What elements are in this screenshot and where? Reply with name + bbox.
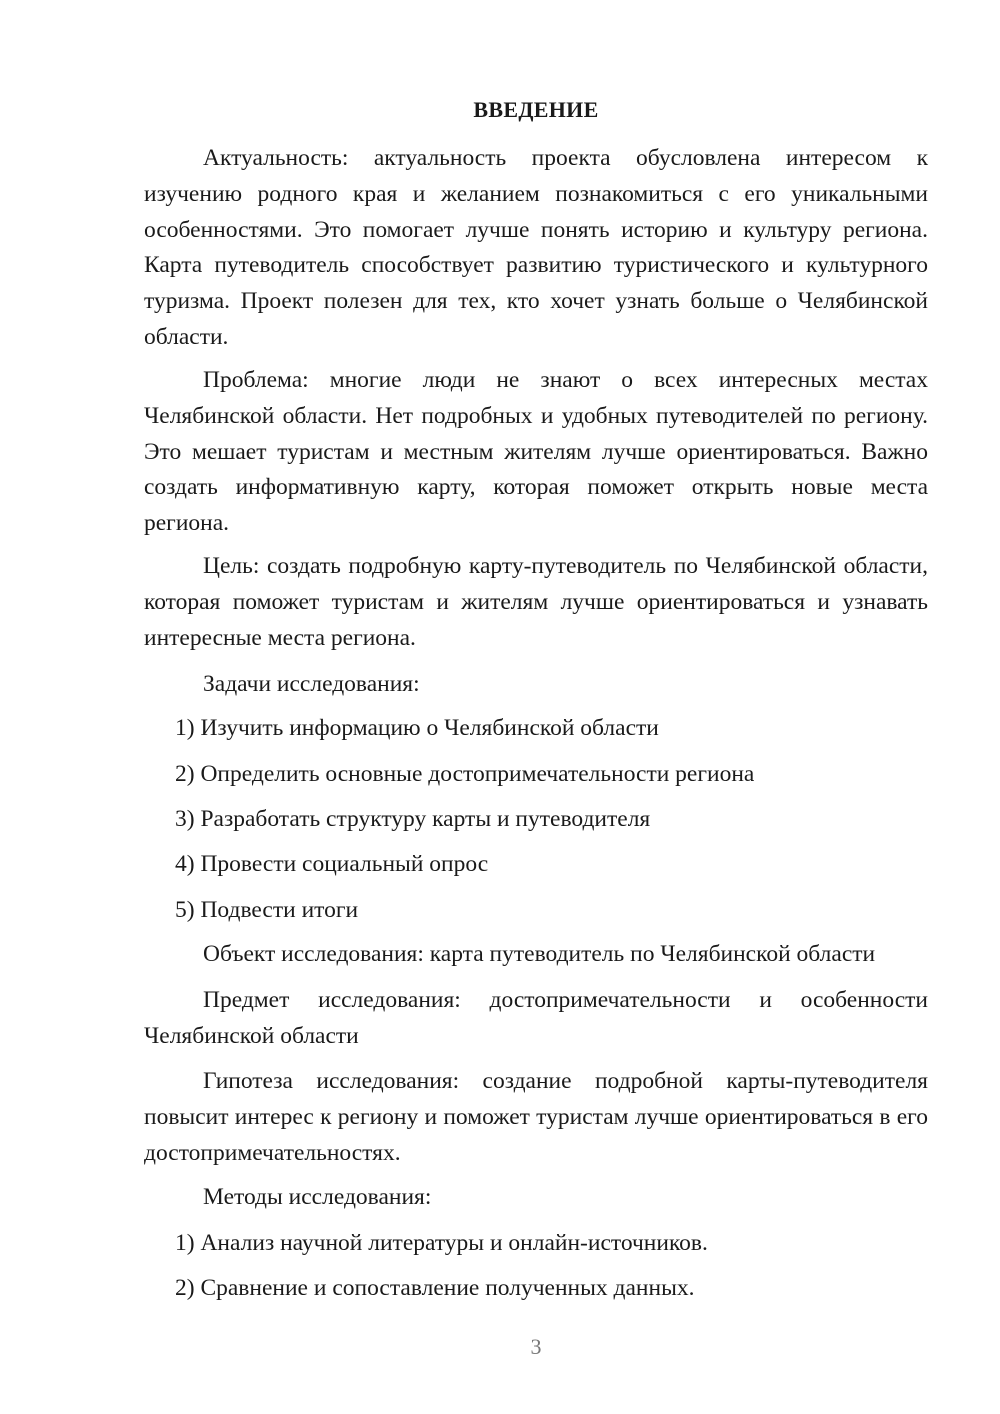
- hypothesis-paragraph: Гипотеза исследования: создание подробной карты-путеводителя повысит интерес к региону и поможет туристам лучше ориентироваться в его достопримечательностях.: [144, 1068, 928, 1166]
- method-item-2: 2) Сравнение и сопоставление полученных данных.: [175, 1275, 695, 1301]
- methods-title: Методы исследования:: [203, 1184, 432, 1210]
- page-number: 3: [530, 1334, 542, 1359]
- problem-paragraph: Проблема: многие люди не знают о всех интересных местах Челябинской области. Нет подробных и удобных путеводителей по региону. Это мешает туристам и местным жителям лучше ориентироваться. Важно создать информативную карту, которая поможет открыть новые места региона.: [144, 367, 928, 537]
- task-item-3: 3) Разработать структуру карты и путеводителя: [175, 806, 651, 832]
- task-item-5: 5) Подвести итоги: [175, 897, 359, 923]
- method-item-1: 1) Анализ научной литературы и онлайн-источников.: [175, 1230, 708, 1256]
- tasks-title: Задачи исследования:: [203, 671, 420, 697]
- object-paragraph: Объект исследования: карта путеводитель по Челябинской области: [203, 941, 876, 967]
- subject-paragraph: Предмет исследования: достопримечательности и особенности Челябинской области: [144, 987, 928, 1049]
- relevance-paragraph: Актуальность: актуальность проекта обусловлена интересом к изучению родного края и желанием познакомиться с его уникальными особенностями. Это помогает лучше понять историю и культуру региона. Карта путеводитель способствует развитию туристического и культурного туризма. Проект полезен для тех, кто хочет узнать больше о Челябинской области.: [144, 145, 928, 350]
- task-item-2: 2) Определить основные достопримечательности региона: [175, 761, 755, 787]
- task-item-1: 1) Изучить информацию о Челябинской области: [175, 715, 659, 741]
- document-page: [144, 0, 928, 1414]
- section-heading: ВВЕДЕНИЕ: [473, 97, 599, 122]
- task-item-4: 4) Провести социальный опрос: [175, 851, 489, 877]
- goal-paragraph: Цель: создать подробную карту-путеводитель по Челябинской области, которая поможет туристам и жителям лучше ориентироваться и узнавать интересные места региона.: [144, 553, 928, 651]
